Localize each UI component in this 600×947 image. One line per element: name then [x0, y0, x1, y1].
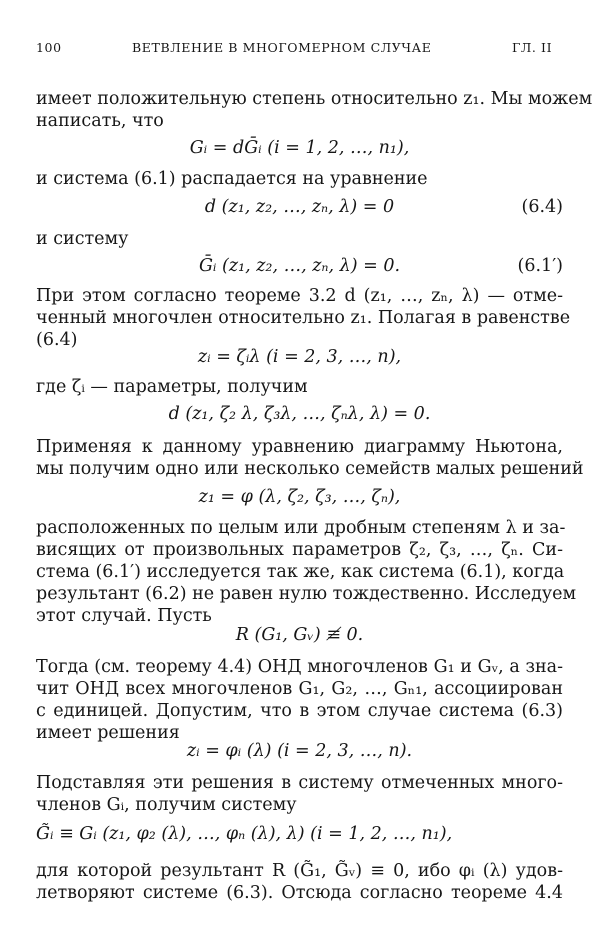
- text-line: ченный многочлен относительно z₁. Полагая в равенстве: [36, 308, 571, 328]
- text-line: Применяя к данному уравнению диаграмму Ньютона,: [36, 437, 563, 457]
- equation-number: (6.1′): [517, 256, 563, 276]
- text-line: мы получим одно или несколько семейств малых решений: [36, 459, 584, 479]
- text-line: летворяют системе (6.3). Отсюда согласно теореме 4.4: [36, 883, 563, 903]
- formula-1: Gᵢ = dḠᵢ (i = 1, 2, …, n₁),: [189, 138, 410, 158]
- text-line: с единицей. Допустим, что в этом случае система (6.3): [36, 701, 563, 721]
- chapter-label: ГЛ. II: [512, 40, 553, 55]
- formula-5: R (G₁, Gᵥ) ≢ 0.: [235, 625, 364, 645]
- text-line: этот случай. Пусть: [36, 606, 212, 626]
- text-line: где ζᵢ — параметры, получим: [36, 377, 308, 397]
- text-line: имеет решения: [36, 723, 180, 743]
- page-number: 100: [36, 40, 62, 55]
- equation-body: d (z₁, z₂, …, zₙ, λ) = 0: [204, 197, 395, 217]
- text-line: и система (6.1) распадается на уравнение: [36, 169, 428, 189]
- text-line: расположенных по целым или дробным степеням λ и за-: [36, 518, 566, 538]
- equation-6-1-prime: [36, 254, 563, 278]
- formula-6: zᵢ = φᵢ (λ) (i = 2, 3, …, n).: [186, 741, 413, 761]
- equation-6-4: [36, 195, 563, 219]
- text-line: При этом согласно теореме 3.2 d (z₁, …, zₙ, λ) — отме-: [36, 286, 563, 306]
- text-line: Подставляя эти решения в систему отмеченных много-: [36, 773, 563, 793]
- text-line: для которой результант R (G̃₁, G̃ᵥ) ≡ 0, ибо φᵢ (λ) удов-: [36, 861, 563, 881]
- formula-2: zᵢ = ζᵢλ (i = 2, 3, …, n),: [197, 347, 402, 367]
- equation-body: Ḡᵢ (z₁, z₂, …, zₙ, λ) = 0.: [198, 256, 401, 276]
- formula-3: d (z₁, ζ₂ λ, ζ₃λ, …, ζₙλ, λ) = 0.: [168, 404, 431, 424]
- text-line: имеет положительную степень относительно z₁. Мы можем: [36, 89, 593, 109]
- text-line: висящих от произвольных параметров ζ₂, ζ₃, …, ζₙ. Си-: [36, 540, 563, 560]
- text-line: написать, что: [36, 111, 164, 131]
- formula-7: G̃ᵢ ≡ Gᵢ (z₁, φ₂ (λ), …, φₙ (λ), λ) (i = 1, 2, …, n₁),: [36, 824, 453, 844]
- text-line: Тогда (см. теорему 4.4) ОНД многочленов G₁ и Gᵥ, а зна-: [36, 657, 563, 677]
- equation-number: (6.4): [521, 197, 563, 217]
- text-line: членов Gᵢ, получим систему: [36, 795, 297, 815]
- text-line: стема (6.1′) исследуется так же, как система (6.1), когда: [36, 562, 565, 582]
- running-title: ВЕТВЛЕНИЕ В МНОГОМЕРНОМ СЛУЧАЕ: [132, 40, 432, 55]
- formula-4: z₁ = φ (λ, ζ₂, ζ₃, …, ζₙ),: [198, 487, 401, 507]
- text-line: результант (6.2) не равен нулю тождественно. Исследуем: [36, 584, 577, 604]
- text-line: (6.4): [36, 330, 78, 350]
- text-line: чит ОНД всех многочленов G₁, G₂, …, Gₙ₁, ассоциирован: [36, 679, 563, 699]
- text-line: и систему: [36, 229, 129, 249]
